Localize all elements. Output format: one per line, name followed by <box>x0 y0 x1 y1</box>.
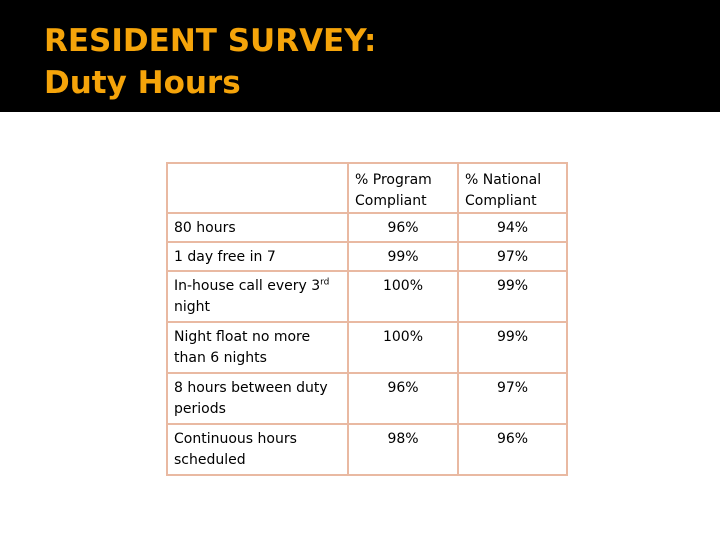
row-label <box>167 271 348 322</box>
national-value: 94% <box>458 213 567 242</box>
header-blank-cell <box>167 163 348 213</box>
table-row <box>167 373 567 424</box>
program-value: 96% <box>348 213 458 242</box>
program-value: 100% <box>348 271 458 322</box>
table-row <box>167 213 567 242</box>
row-label: 8 hours between duty periods <box>167 373 348 424</box>
national-value: 96% <box>458 424 567 475</box>
row-label-text: In-house call every 3 <box>174 278 321 294</box>
row-label-text-end: night <box>174 299 211 315</box>
header-program-compliant: % Program Compliant <box>348 163 458 213</box>
row-label: Night float no more than 6 nights <box>167 322 348 373</box>
table-row <box>167 322 567 373</box>
title-line-1: RESIDENT SURVEY: <box>44 23 377 59</box>
national-value: 97% <box>458 242 567 271</box>
row-label: 1 day free in 7 <box>167 242 348 271</box>
header-national-compliant: % National Compliant <box>458 163 567 213</box>
program-value: 98% <box>348 424 458 475</box>
row-label: 80 hours <box>167 213 348 242</box>
title-line-2: Duty Hours <box>44 65 241 101</box>
survey-table <box>166 162 568 476</box>
national-value: 97% <box>458 373 567 424</box>
table-header-row <box>167 163 567 213</box>
table-row <box>167 242 567 271</box>
table-row <box>167 271 567 322</box>
national-value: 99% <box>458 322 567 373</box>
program-value: 96% <box>348 373 458 424</box>
table-row <box>167 424 567 475</box>
national-value: 99% <box>458 271 567 322</box>
program-value: 99% <box>348 242 458 271</box>
slide-title <box>44 20 376 104</box>
program-value: 100% <box>348 322 458 373</box>
row-label: Continuous hours scheduled <box>167 424 348 475</box>
ordinal-suffix: rd <box>320 277 330 288</box>
